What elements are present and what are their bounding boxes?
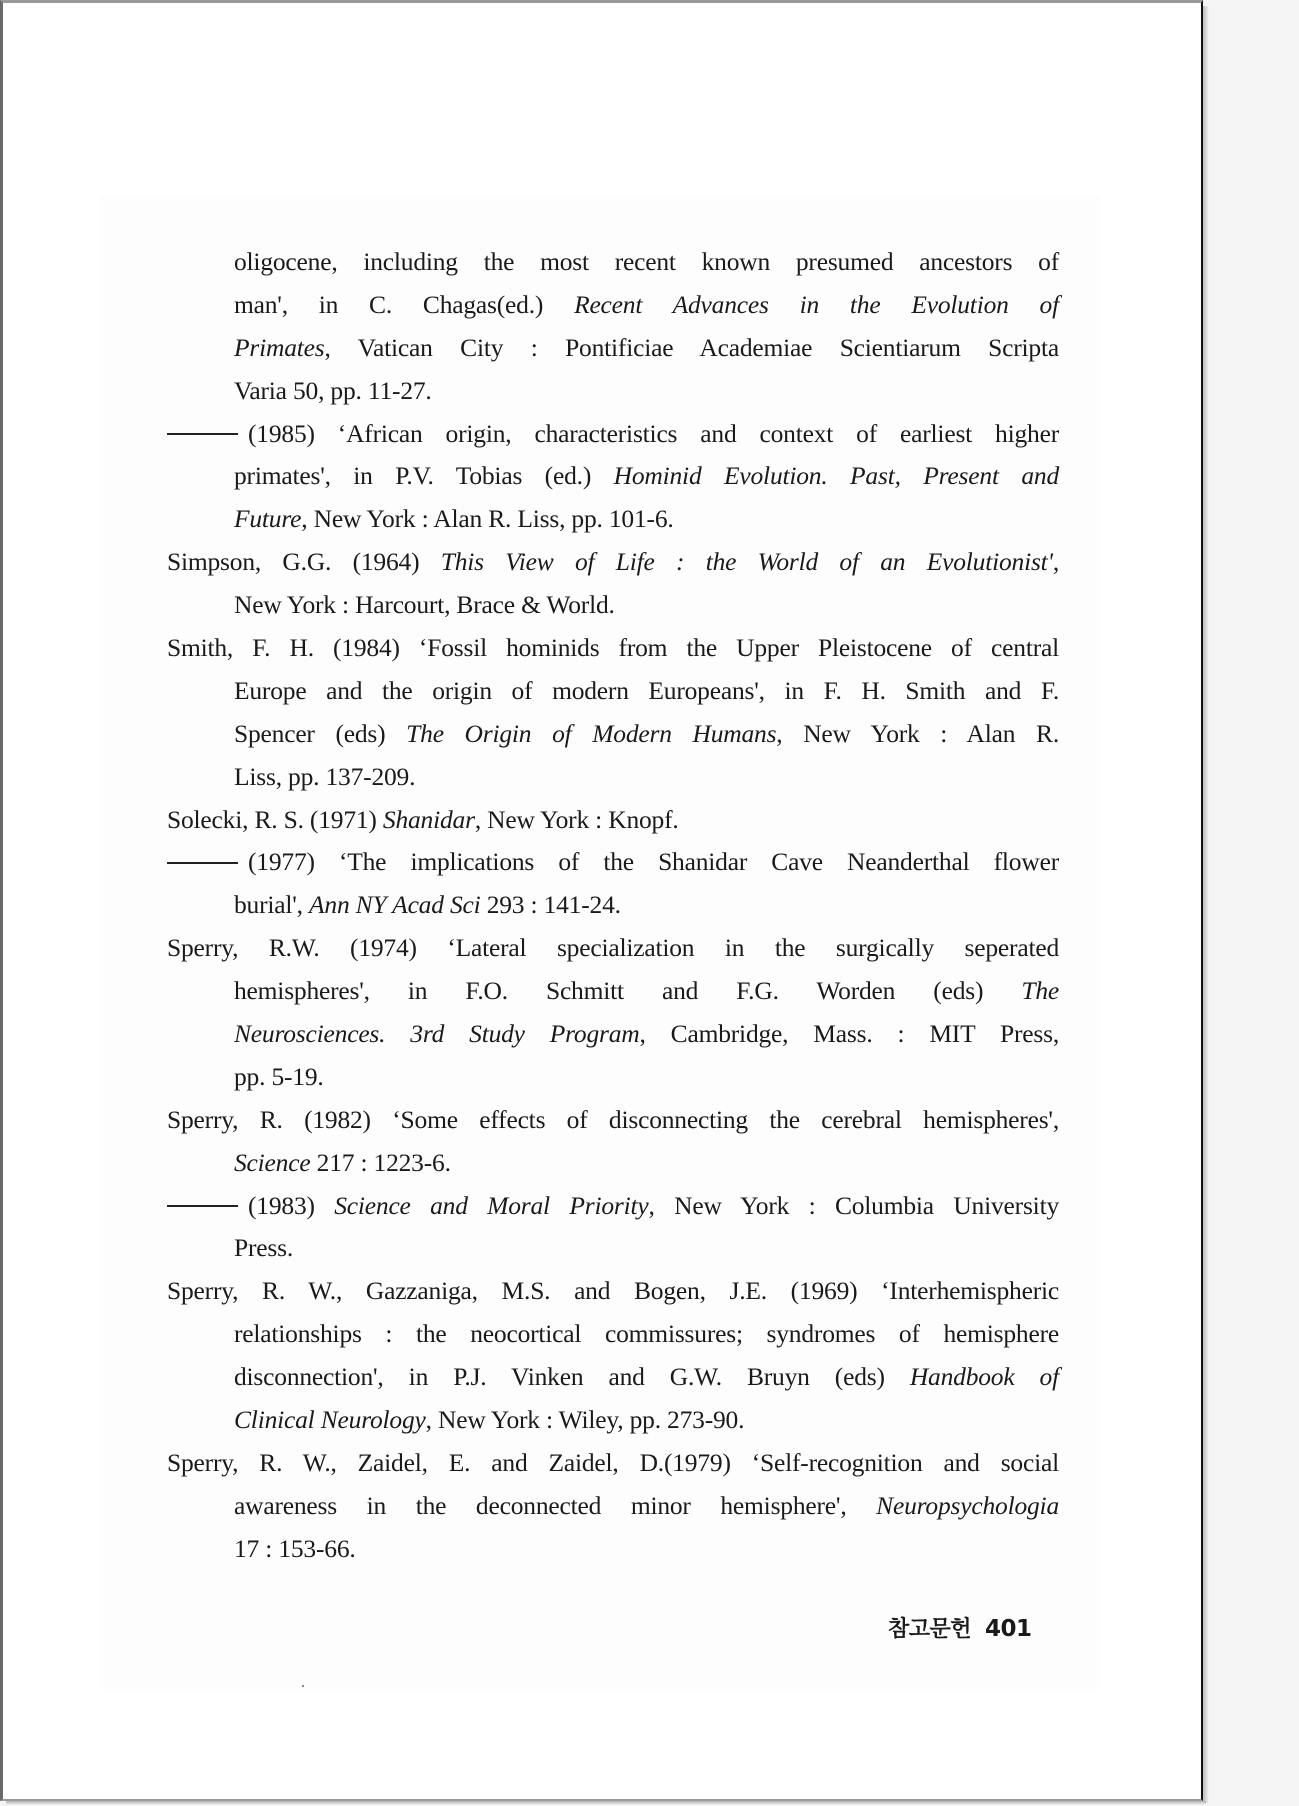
page-number: 401 (985, 1616, 1032, 1642)
reference-list (167, 241, 1059, 1571)
reference-text: , New York : Wiley, pp. 273-90. (425, 1405, 745, 1435)
reference-text: (1983) (248, 1190, 335, 1220)
reference-title-italic: Primates (234, 332, 325, 362)
reference-line-entry (167, 1442, 1059, 1485)
reference-line-continuation (167, 1056, 1059, 1099)
reference-text: Europe and the origin of modern Europeans', in F. H. Smith and F. (234, 675, 1059, 705)
reference-line-entry (167, 627, 1059, 670)
reference-text: Varia 50, pp. 11-27. (234, 375, 432, 405)
reference-text: man', in C. Chagas(ed.) (234, 289, 575, 319)
reference-line-ditto (167, 841, 1059, 884)
reference-title-italic: Neuropsychologia (876, 1490, 1059, 1520)
reference-text: 17 : 153-66. (234, 1533, 356, 1563)
reference-line-continuation (167, 884, 1059, 927)
reference-text: Press. (234, 1233, 294, 1263)
reference-text: Sperry, R.W. (1974) ‘Lateral specialization in the surgically seperated (167, 933, 1059, 963)
reference-text: primates', in P.V. Tobias (ed.) (234, 461, 614, 491)
reference-line-continuation (167, 1485, 1059, 1528)
reference-text: , New York : Knopf. (474, 804, 679, 834)
reference-title-italic: Handbook of (909, 1362, 1059, 1392)
page-shadow-right (1203, 6, 1209, 1803)
reference-line-continuation (167, 1227, 1059, 1270)
reference-title-italic: Future (234, 504, 302, 534)
reference-text: , Vatican City : Pontificiae Academiae Scientiarum Scripta (324, 332, 1059, 362)
reference-title-italic: Shanidar (382, 804, 475, 834)
reference-line-continuation (167, 1528, 1059, 1571)
reference-title-italic: The Origin of Modern Humans (406, 718, 777, 748)
reference-line-continuation (167, 498, 1059, 541)
reference-line-continuation (167, 1356, 1059, 1399)
reference-line-continuation (167, 584, 1059, 627)
reference-title-italic: Clinical Neurology (234, 1405, 426, 1435)
reference-title-italic: Neurosciences. 3rd Study Program (234, 1019, 640, 1049)
page-footer (888, 1612, 1032, 1643)
reference-text: , New York : Columbia University (648, 1190, 1059, 1220)
reference-title-italic: Ann NY Acad Sci (309, 890, 481, 920)
reference-text: Sperry, R. (1982) ‘Some effects of disconnecting the cerebral hemispheres', (167, 1104, 1059, 1134)
reference-line-continuation (167, 284, 1059, 327)
section-title: 참고문헌 (888, 1617, 972, 1642)
reference-line-continuation (167, 970, 1059, 1013)
reference-line-entry (167, 1099, 1059, 1142)
reference-text: Sperry, R. W., Gazzaniga, M.S. and Bogen, J.E. (1969) ‘Interhemispheric (167, 1276, 1059, 1306)
reference-line-continuation (167, 1313, 1059, 1356)
reference-text: , Cambridge, Mass. : MIT Press, (639, 1019, 1059, 1049)
reference-title-italic: This View of Life : the World of an Evolutionist' (440, 547, 1053, 577)
reference-line-ditto (167, 413, 1059, 456)
reference-title-italic: The (1021, 976, 1059, 1006)
reference-title-italic: Science (234, 1147, 311, 1177)
ditto-dash (167, 433, 238, 435)
reference-text: Spencer (eds) (234, 718, 407, 748)
reference-text: Liss, pp. 137-209. (234, 761, 416, 791)
reference-text: New York : Harcourt, Brace & World. (234, 590, 615, 620)
reference-line-continuation (167, 327, 1059, 370)
reference-line-continuation (167, 756, 1059, 799)
ditto-dash (167, 1205, 238, 1207)
reference-line-continuation (167, 670, 1059, 713)
reference-text: Solecki, R. S. (1971) (167, 804, 383, 834)
reference-line-entry (167, 1270, 1059, 1313)
reference-line-entry (167, 541, 1059, 584)
reference-line-continuation (167, 1399, 1059, 1442)
reference-text: relationships : the neocortical commissures; syndromes of hemisphere (234, 1319, 1059, 1349)
reference-text: , (1052, 547, 1060, 577)
reference-text: pp. 5-19. (234, 1061, 324, 1091)
reference-text: Smith, F. H. (1984) ‘Fossil hominids from the Upper Pleistocene of central (167, 633, 1059, 663)
reference-text: , New York : Alan R. (776, 718, 1059, 748)
scan-speck (302, 1685, 304, 1687)
reference-line-entry (167, 927, 1059, 970)
reference-text: hemispheres', in F.O. Schmitt and F.G. Worden (eds) (234, 976, 1022, 1006)
reference-text: 217 : 1223-6. (310, 1147, 451, 1177)
reference-title-italic: Hominid Evolution. Past, Present and (613, 461, 1059, 491)
reference-text: awareness in the deconnected minor hemisphere', (234, 1490, 877, 1520)
reference-text: (1977) ‘The implications of the Shanidar Cave Neanderthal flower (248, 847, 1059, 877)
ditto-dash (167, 862, 238, 864)
reference-text: burial', (234, 890, 310, 920)
reference-line-continuation (167, 713, 1059, 756)
reference-text: , New York : Alan R. Liss, pp. 101-6. (301, 504, 674, 534)
reference-text: 293 : 141-24. (480, 890, 621, 920)
reference-line-continuation (167, 370, 1059, 413)
reference-line-continuation (167, 1013, 1059, 1056)
reference-line-continuation (167, 455, 1059, 498)
reference-text: Simpson, G.G. (1964) (167, 547, 441, 577)
reference-text: disconnection', in P.J. Vinken and G.W. Bruyn (eds) (234, 1362, 910, 1392)
reference-line-continuation (167, 1142, 1059, 1185)
reference-title-italic: Science and Moral Priority (334, 1190, 649, 1220)
page-shadow-bottom (6, 1801, 1206, 1805)
reference-line-entry (167, 799, 1059, 842)
reference-text: (1985) ‘African origin, characteristics and context of earliest higher (248, 418, 1059, 448)
reference-line-continuation (167, 241, 1059, 284)
reference-text: oligocene, including the most recent known presumed ancestors of (234, 247, 1059, 276)
reference-line-ditto (167, 1185, 1059, 1228)
reference-text: Sperry, R. W., Zaidel, E. and Zaidel, D.(1979) ‘Self-recognition and social (167, 1447, 1059, 1477)
reference-title-italic: Recent Advances in the Evolution of (574, 289, 1059, 319)
